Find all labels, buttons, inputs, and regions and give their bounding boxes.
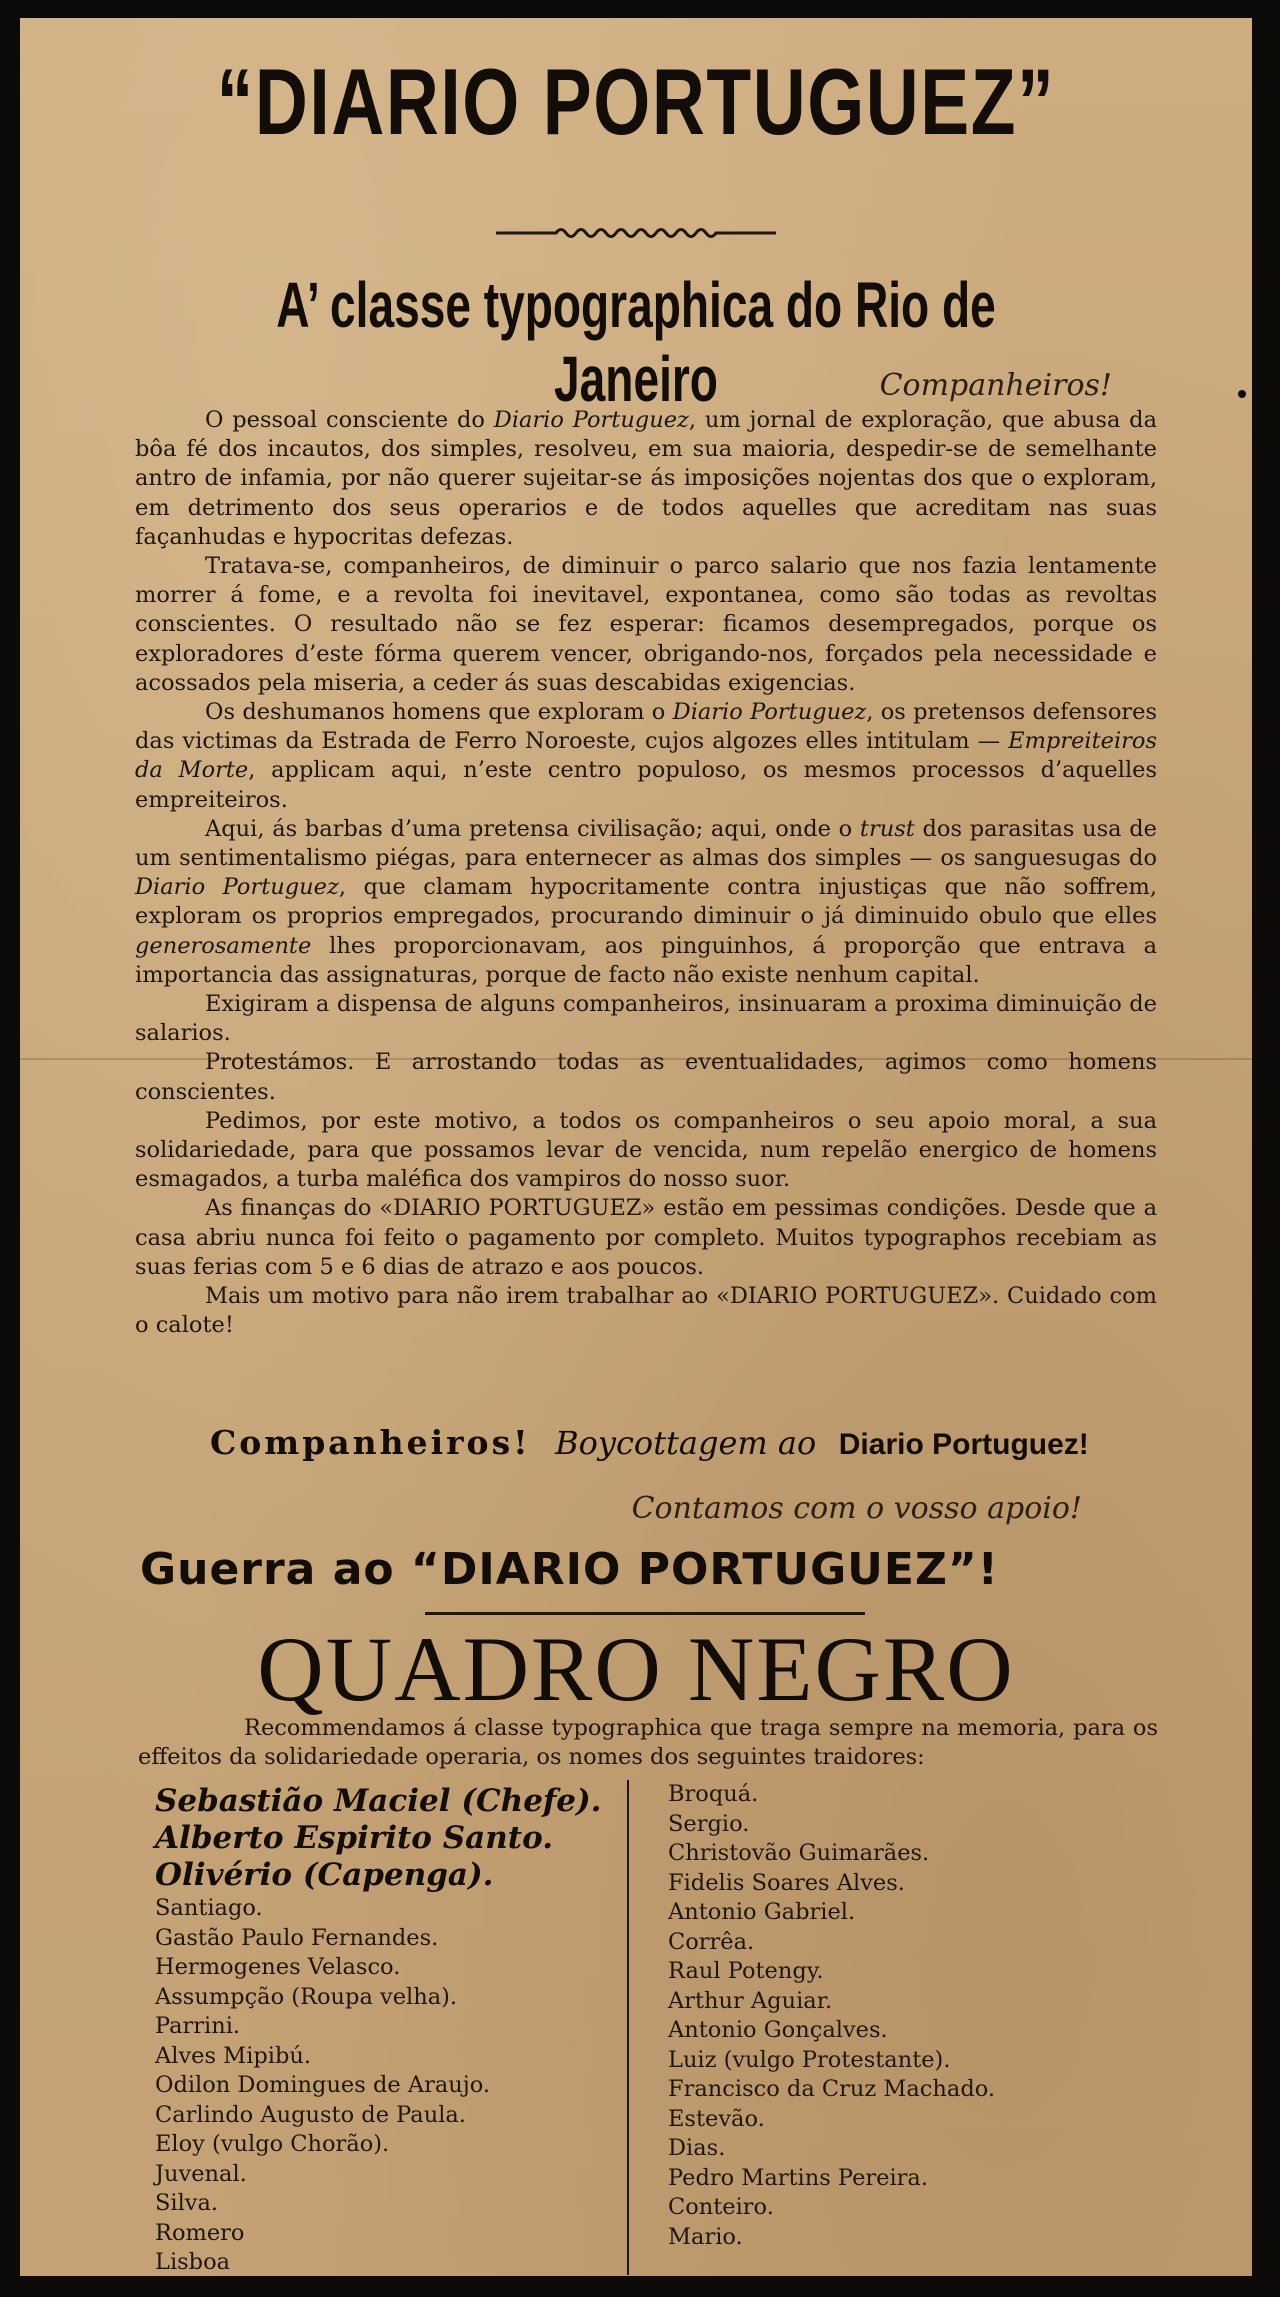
leader-name: Olivério (Capenga). <box>155 1857 494 1893</box>
list-item: Alves Mipibú. <box>155 2042 312 2069</box>
list-item: Conteiro. <box>668 2194 774 2220</box>
newspaper-title: “DIARIO PORTUGUEZ” <box>216 49 1056 154</box>
paragraph-7: Pedimos, por este motivo, a todos os companheiros o seu apoio moral, a sua solidariedade, para que possamos levar de vencida, num repelão energico de homens esmagados, a turba maléfica dos vampiros do nosso suor. <box>135 1107 1157 1193</box>
list-item: Carlindo Augusto de Paula. <box>155 2101 466 2128</box>
list-item: Santiago. <box>155 1895 263 1921</box>
support-line: Contamos com o vosso apoio! <box>631 1491 1082 1526</box>
list-item: Estevão. <box>668 2105 765 2132</box>
list-item: Odilon Domingues de Araujo. <box>155 2072 491 2098</box>
paragraph-6: Protestámos. E arrostando todas as eventualidades, agimos como homens conscientes. <box>135 1049 1157 1105</box>
list-item: Corrêa. <box>668 1928 755 1955</box>
paragraph-4: Aqui, ás barbas d’uma pretensa civilisação; aqui, onde o trust dos parasitas usa de um sentimentalismo piégas, para enternecer as almas dos simples — os sanguesugas do Diario Portuguez, que clamam hypocritamente contra injustiças que não soffrem, exploram os proprios empregados, procurando diminuir o já diminuido obulo que elles generosamente lhes proporcionavam, aos pinguinhos, á proporção que entrava a importancia das assignaturas, porque de facto não existe nenhum capital. <box>135 815 1157 988</box>
list-item: Assumpção (Roupa velha). <box>155 1983 458 2010</box>
list-item: Sergio. <box>668 1810 750 1837</box>
list-item: Arthur Aguiar. <box>668 1987 833 2014</box>
paper-name: Diario Portuguez! <box>838 1428 1089 1461</box>
list-item: Hermogenes Velasco. <box>155 1954 401 1980</box>
list-item: Fidelis Soares Alves. <box>668 1869 905 1896</box>
list-item: Romero <box>155 2219 245 2246</box>
paragraph-9: Mais um motivo para não irem trabalhar ao «DIARIO PORTUGUEZ». Cuidado com o calote! <box>135 1283 1157 1339</box>
list-item: Antonio Gonçalves. <box>668 2017 888 2043</box>
list-item: Mario. <box>668 2223 743 2250</box>
names-right <box>668 1780 1188 2252</box>
headline-rule <box>425 1612 865 1615</box>
list-item: Christovão Guimarães. <box>668 1840 930 1866</box>
list-item: Dias. <box>668 2135 726 2161</box>
quadro-negro-title: QUADRO NEGRO <box>257 1618 1015 1720</box>
leader-name: Sebastião Maciel (Chefe). <box>155 1783 602 1819</box>
list-item: Silva. <box>155 2190 219 2216</box>
list-item: Francisco da Cruz Machado. <box>668 2076 996 2102</box>
list-item: Eloy (vulgo Chorão). <box>155 2131 390 2157</box>
poster-sheet <box>20 18 1252 2276</box>
edge-tear <box>1238 390 1246 398</box>
wavy-divider <box>496 224 776 242</box>
leader-name: Alberto Espirito Santo. <box>155 1820 554 1856</box>
traitors-list-right <box>668 1780 1188 2252</box>
traitors-list-left <box>155 1783 615 2278</box>
list-item: Lisboa <box>155 2249 231 2275</box>
paragraph-8: As finanças do «DIARIO PORTUGUEZ» estão em pessimas condições. Desde que a casa abriu nunca foi feito o pagamento por completo. Muitos typographos recebiam as suas ferias com 5 e 6 dias de atrazo e aos poucos. <box>135 1195 1157 1280</box>
list-item: Broquá. <box>668 1781 759 1807</box>
column-divider <box>627 1780 629 2275</box>
list-item: Antonio Gabriel. <box>668 1899 856 1925</box>
list-item: Pedro Martins Pereira. <box>668 2164 928 2191</box>
names-left <box>155 1894 615 2278</box>
boycott-text: Boycottagem ao <box>555 1424 817 1462</box>
subtitle-heading: A’ classe typographica do Rio de Janeiro <box>276 269 996 415</box>
list-item: Luiz (vulgo Protestante). <box>668 2046 951 2073</box>
list-item: Parrini. <box>155 2013 241 2039</box>
companheiros-call: Companheiros! <box>210 1423 531 1462</box>
paragraph-3: Os deshumanos homens que exploram o Diario Portuguez, os pretensos defensores das victimas da Estrada de Ferro Noroeste, cujos algozes elles intitulam — Empreiteiros da Morte, applicam aqui, n’este centro populoso, os mesmos processos d’aquelles empreiteiros. <box>135 699 1158 813</box>
list-item: Gastão Paulo Fernandes. <box>155 1924 439 1951</box>
list-item: Juvenal. <box>155 2160 247 2187</box>
paragraph-5: Exigiram a dispensa de alguns companheiros, insinuaram a proxima diminuição de salarios. <box>135 991 1157 1047</box>
war-headline: Guerra ao “DIARIO PORTUGUEZ”! <box>140 1544 999 1595</box>
quadro-intro-text: Recommendamos á classe typographica que traga sempre na memoria, para os effeitos da solidariedade operaria, os nomes dos seguintes traidores: <box>138 1715 1158 1770</box>
paragraph-1: O pessoal consciente do Diario Portuguez, um jornal de exploração, que abusa da bôa fé dos incautos, dos simples, resolveu, em sua maioria, despedir-se de semelhante antro de infamia, por não querer sujeitar-se ás imposições nojentas dos que o exploram, em detrimento dos seus operarios e de todos aquelles que acreditam nas suas façanhudas e hypocritas defezas. <box>135 407 1157 550</box>
boycott-line <box>210 1423 1170 1462</box>
quadro-intro <box>138 1714 1158 1772</box>
salutation: Companheiros! <box>879 368 1112 403</box>
list-item: Raul Potengy. <box>668 1958 824 1984</box>
letter-body <box>135 406 1157 1341</box>
paragraph-2: Tratava-se, companheiros, de diminuir o parco salario que nos fazia lentamente morrer á fome, e a revolta foi inevitavel, expontanea, como são todas as revoltas conscientes. O resultado não se fez esperar: ficamos desempregados, porque os exploradores d’este fórma querem vencer, obrigando-nos, forçados pela necessidade e acossados pela miseria, a ceder ás suas descabidas exigencias. <box>135 553 1157 696</box>
